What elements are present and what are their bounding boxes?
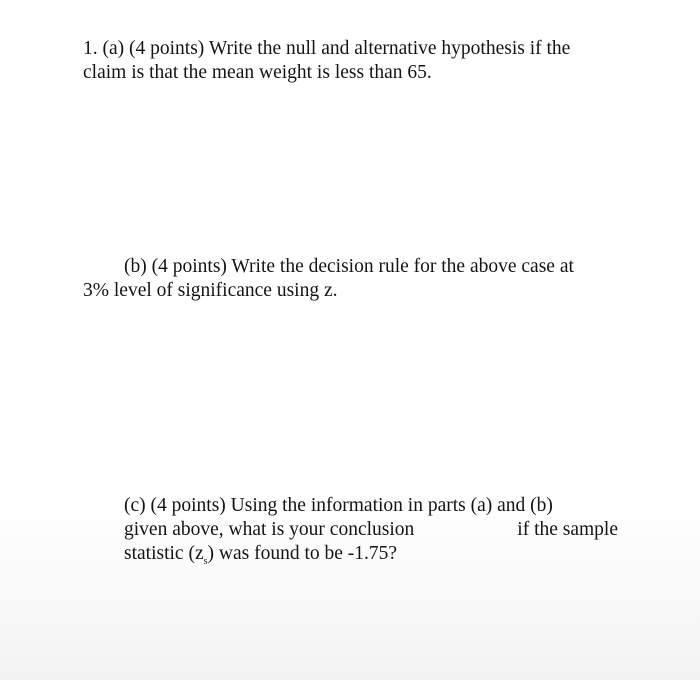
question-a-line-1 <box>83 37 618 61</box>
question-c <box>124 494 618 566</box>
question-c-line-2 <box>124 518 618 542</box>
question-a-text-1: 1. (a) (4 points) Write the null and alternative hypothesis if the <box>83 38 571 59</box>
question-b <box>83 255 618 303</box>
question-c-line-2-left: given above, what is your conclusion <box>124 519 415 540</box>
question-a-line-2: claim is that the mean weight is less than 65. <box>83 62 432 83</box>
question-c-line-3-after: ) was found to be -1.75? <box>207 543 398 564</box>
question-c-line-1: (c) (4 points) Using the information in parts (a) and (b) <box>124 495 553 516</box>
question-c-line-3 <box>124 542 618 566</box>
question-b-line-1: (b) (4 points) Write the decision rule for the above case at <box>124 256 574 277</box>
question-c-line-3-before: statistic (z <box>124 543 204 564</box>
question-c-line-2-right: if the sample <box>517 519 618 540</box>
question-b-line-2: 3% level of significance using z. <box>83 280 338 301</box>
question-a <box>83 37 618 85</box>
subscript-s: s <box>203 556 208 567</box>
